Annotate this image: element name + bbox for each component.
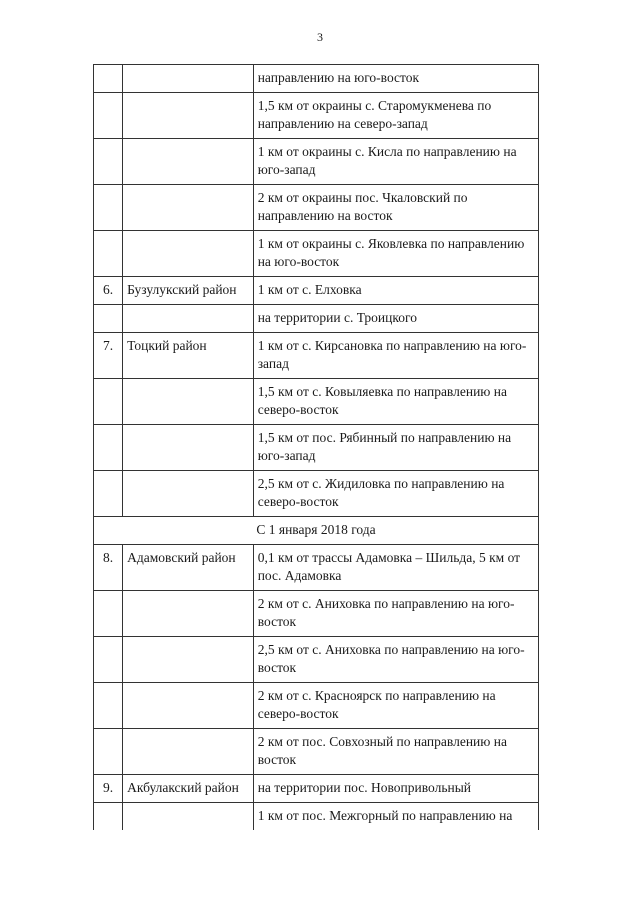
district-name bbox=[123, 803, 254, 831]
location-description: 1 км от окраины с. Кисла по направлению на юго-запад bbox=[253, 139, 538, 185]
district-name: Акбулакский район bbox=[123, 775, 254, 803]
row-number bbox=[94, 803, 123, 831]
district-name bbox=[123, 65, 254, 93]
location-description: 1,5 км от с. Ковыляевка по направлению на северо-восток bbox=[253, 379, 538, 425]
location-description: 0,1 км от трассы Адамовка – Шильда, 5 км от пос. Адамовка bbox=[253, 545, 538, 591]
district-name bbox=[123, 591, 254, 637]
district-name bbox=[123, 471, 254, 517]
locations-table bbox=[93, 64, 539, 830]
district-name bbox=[123, 379, 254, 425]
table-row bbox=[94, 65, 539, 93]
page-number: 3 bbox=[317, 30, 323, 44]
row-number bbox=[94, 729, 123, 775]
row-number bbox=[94, 637, 123, 683]
location-description: 1 км от с. Елховка bbox=[253, 277, 538, 305]
table-row bbox=[94, 185, 539, 231]
row-number: 9. bbox=[94, 775, 123, 803]
district-name bbox=[123, 93, 254, 139]
location-description: 2 км от с. Аниховка по направлению на юго-восток bbox=[253, 591, 538, 637]
section-title: С 1 января 2018 года bbox=[94, 517, 539, 545]
district-name bbox=[123, 425, 254, 471]
district-name bbox=[123, 305, 254, 333]
section-row bbox=[94, 517, 539, 545]
row-number bbox=[94, 305, 123, 333]
district-name bbox=[123, 683, 254, 729]
location-description: 1 км от окраины с. Яковлевка по направлению на юго-восток bbox=[253, 231, 538, 277]
location-description: 2 км от окраины пос. Чкаловский по направлению на восток bbox=[253, 185, 538, 231]
district-name: Адамовский район bbox=[123, 545, 254, 591]
location-description: 1 км от с. Кирсановка по направлению на юго-запад bbox=[253, 333, 538, 379]
table-row bbox=[94, 683, 539, 729]
table-row bbox=[94, 637, 539, 683]
location-description: 1,5 км от окраины с. Старомукменева по направлению на северо-запад bbox=[253, 93, 538, 139]
table-row bbox=[94, 231, 539, 277]
row-number bbox=[94, 231, 123, 277]
location-description: 2,5 км от с. Аниховка по направлению на юго-восток bbox=[253, 637, 538, 683]
row-number: 6. bbox=[94, 277, 123, 305]
table-row bbox=[94, 425, 539, 471]
location-description: 2 км от пос. Совхозный по направлению на восток bbox=[253, 729, 538, 775]
row-number bbox=[94, 139, 123, 185]
location-description: 2,5 км от с. Жидиловка по направлению на северо-восток bbox=[253, 471, 538, 517]
location-description: на территории с. Троицкого bbox=[253, 305, 538, 333]
row-number bbox=[94, 185, 123, 231]
row-number bbox=[94, 683, 123, 729]
location-description: на территории пос. Новопривольный bbox=[253, 775, 538, 803]
table-row bbox=[94, 591, 539, 637]
row-number bbox=[94, 379, 123, 425]
location-description: направлению на юго-восток bbox=[253, 65, 538, 93]
district-name bbox=[123, 729, 254, 775]
table-row bbox=[94, 471, 539, 517]
row-number: 7. bbox=[94, 333, 123, 379]
table-row bbox=[94, 379, 539, 425]
district-name bbox=[123, 231, 254, 277]
table-row bbox=[94, 93, 539, 139]
district-name: Тоцкий район bbox=[123, 333, 254, 379]
location-description: 1 км от пос. Межгорный по направлению на bbox=[253, 803, 538, 831]
row-number bbox=[94, 591, 123, 637]
table-row bbox=[94, 333, 539, 379]
table-row bbox=[94, 775, 539, 803]
district-name bbox=[123, 637, 254, 683]
row-number bbox=[94, 93, 123, 139]
district-name bbox=[123, 139, 254, 185]
district-name bbox=[123, 185, 254, 231]
table-row bbox=[94, 545, 539, 591]
row-number bbox=[94, 425, 123, 471]
table-row bbox=[94, 729, 539, 775]
table-row bbox=[94, 305, 539, 333]
table-row bbox=[94, 803, 539, 831]
row-number bbox=[94, 65, 123, 93]
table-row bbox=[94, 139, 539, 185]
district-name: Бузулукский район bbox=[123, 277, 254, 305]
table-row bbox=[94, 277, 539, 305]
row-number bbox=[94, 471, 123, 517]
location-description: 2 км от с. Красноярск по направлению на северо-восток bbox=[253, 683, 538, 729]
location-description: 1,5 км от пос. Рябинный по направлению на юго-запад bbox=[253, 425, 538, 471]
row-number: 8. bbox=[94, 545, 123, 591]
